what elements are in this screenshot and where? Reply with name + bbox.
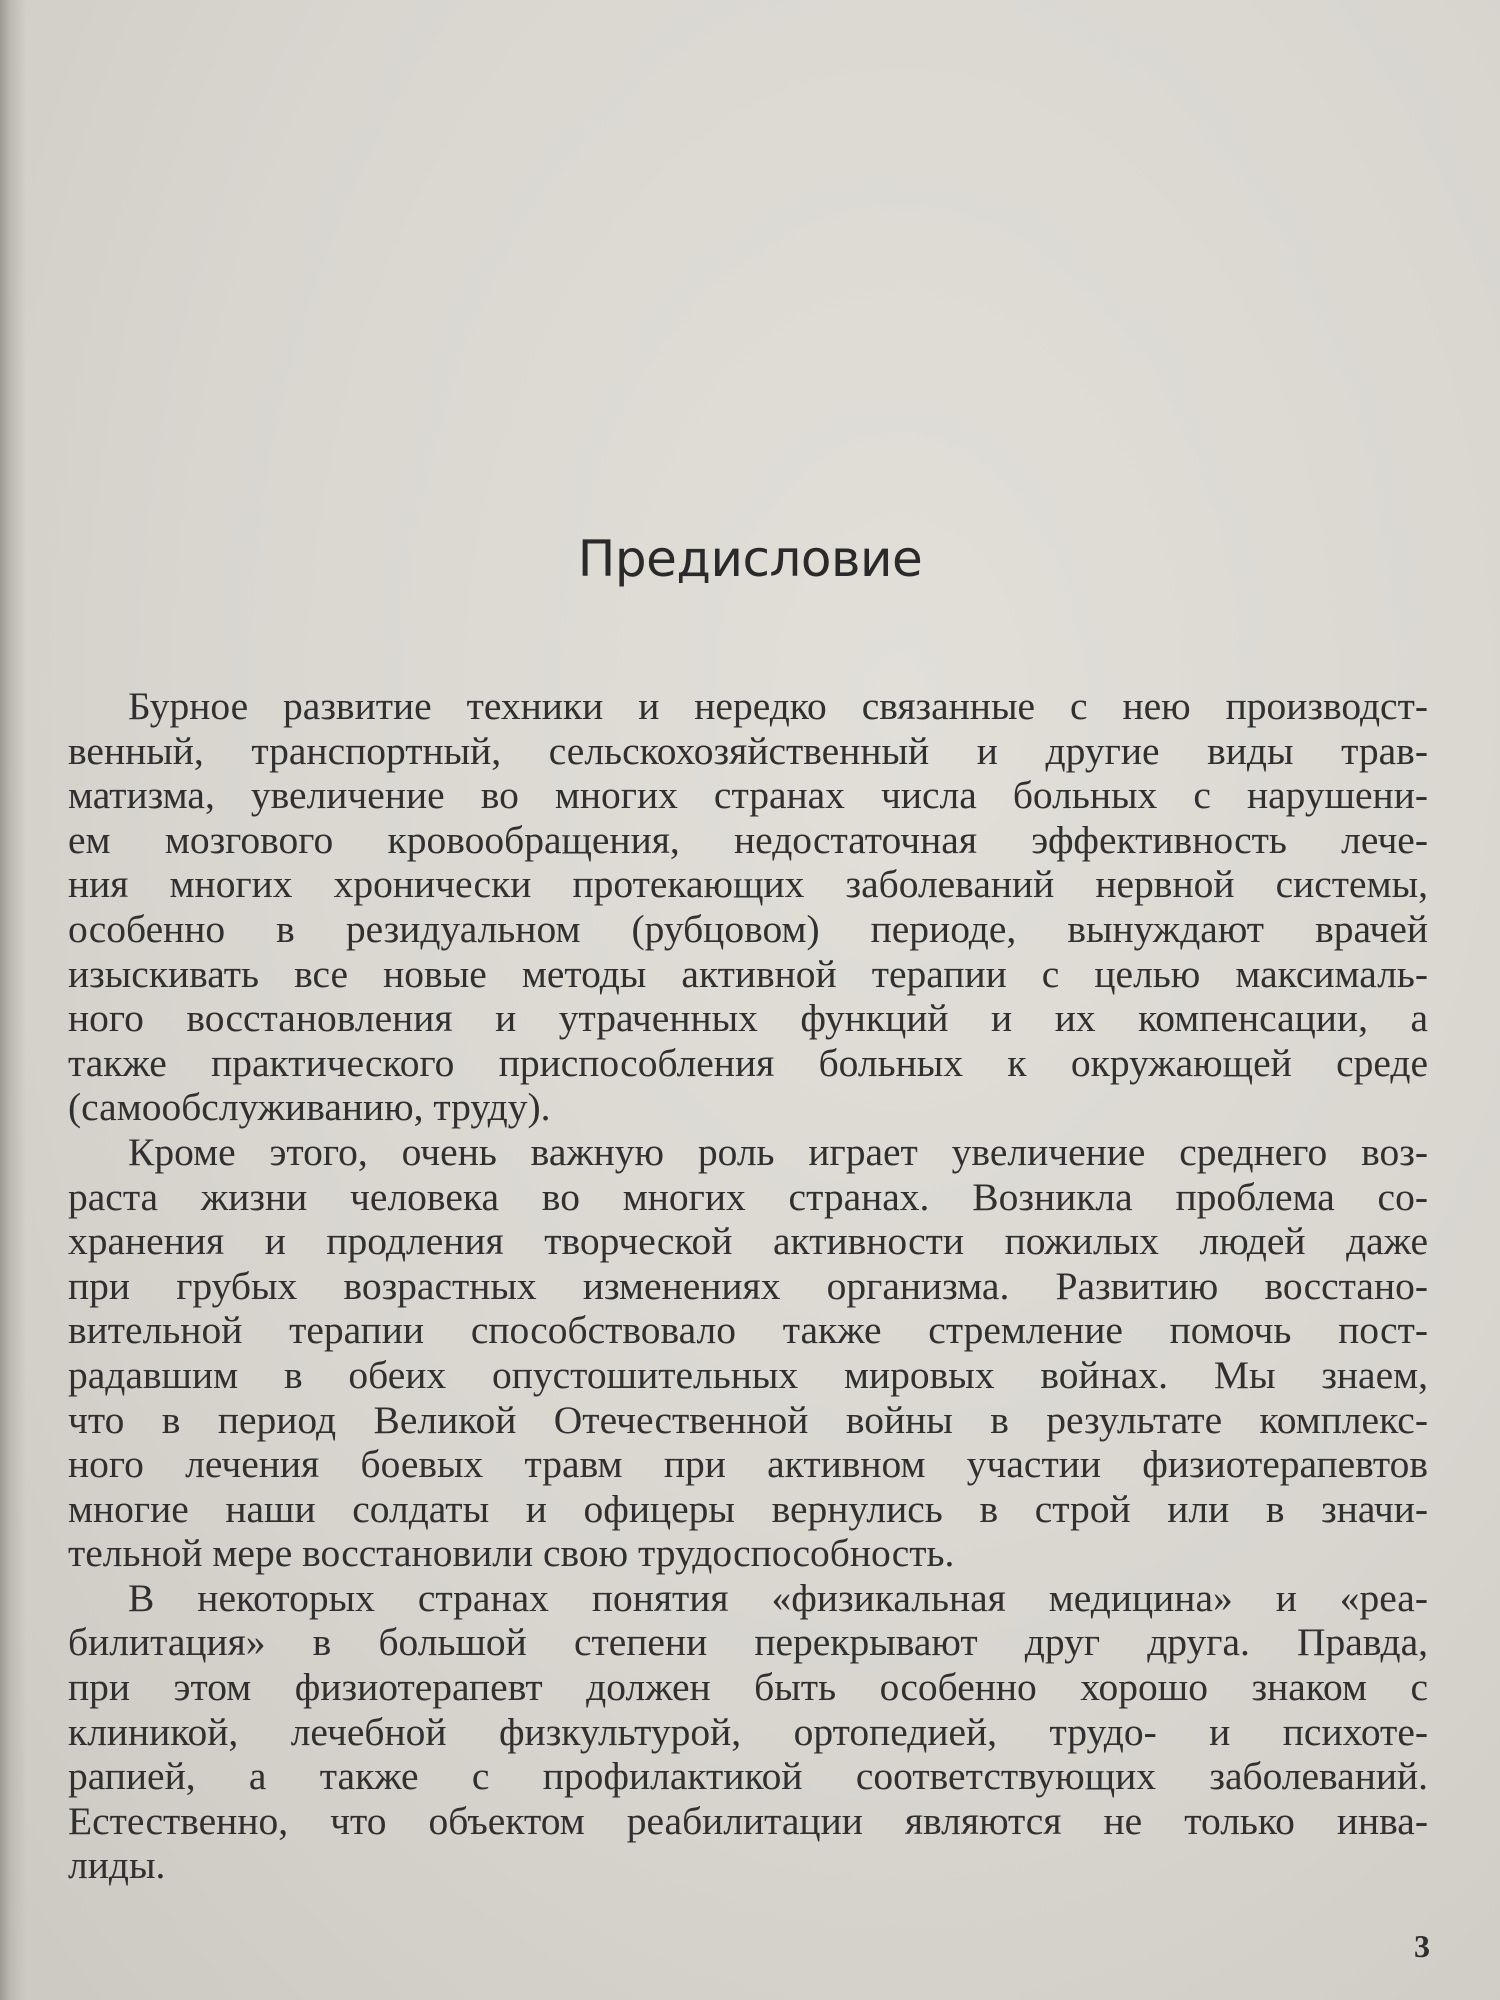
text-line: хранения и продления творческой активности пожилых людей даже: [68, 1219, 1428, 1264]
page-title: Предисловие: [577, 530, 923, 588]
text-line: билитация» в большой степени перекрывают друг друга. Правда,: [68, 1620, 1428, 1665]
text-line: Естественно, что объектом реабилитации являются не только инва-: [68, 1798, 1428, 1843]
text-line: особенно в резидуальном (рубцовом) периоде, вынуждают врачей: [68, 906, 1428, 951]
text-line: также практического приспособления больных к окружающей среде: [68, 1040, 1428, 1085]
text-line: рапией, а также с профилактикой соответствующих заболеваний.: [68, 1754, 1428, 1799]
paragraph-3: [68, 1576, 1428, 1888]
page-number: 3: [1414, 1928, 1430, 1964]
text-line: Бурное развитие техники и нередко связанные с нею производст-: [128, 684, 1428, 728]
text-line: Кроме этого, очень важную роль играет увеличение среднего воз-: [128, 1129, 1428, 1174]
preface-body: [68, 684, 1428, 1888]
text-line: раста жизни человека во многих странах. Возникла проблема со-: [68, 1174, 1428, 1219]
text-line: лиды.: [68, 1843, 166, 1888]
binding-shadow: [0, 0, 26, 2000]
text-line: многие наши солдаты и офицеры вернулись в строй или в значи-: [68, 1486, 1428, 1531]
text-line: ного лечения боевых травм при активном участии физиотерапевтов: [68, 1442, 1428, 1487]
text-line: ного восстановления и утраченных функций и их компенсации, а: [68, 996, 1428, 1041]
text-line: В некоторых странах понятия «физикальная медицина» и «реа-: [128, 1575, 1428, 1620]
text-line: изыскивать все новые методы активной терапии с целью максималь-: [68, 951, 1428, 996]
text-line: матизма, увеличение во многих странах числа больных с нарушени-: [68, 773, 1428, 818]
text-line: (самообслуживанию, труду).: [68, 1085, 551, 1130]
text-line: что в период Великой Отечественной войны в результате комплекс-: [68, 1397, 1428, 1442]
text-line: ем мозгового кровообращения, недостаточная эффективность лече-: [68, 817, 1428, 862]
text-line: при грубых возрастных изменениях организма. Развитию восстано-: [68, 1263, 1428, 1308]
paragraph-2: [68, 1130, 1428, 1576]
text-line: венный, транспортный, сельскохозяйственный и другие виды трав-: [68, 728, 1428, 773]
text-line: тельной мере восстановили свою трудоспособность.: [68, 1531, 955, 1576]
text-line: ния многих хронически протекающих заболеваний нервной системы,: [68, 862, 1428, 907]
text-line: клиникой, лечебной физкультурой, ортопедией, трудо- и психоте-: [68, 1709, 1428, 1754]
paragraph-1: [68, 684, 1428, 1130]
text-line: при этом физиотерапевт должен быть особенно хорошо знаком с: [68, 1665, 1428, 1710]
text-line: вительной терапии способствовало также стремление помочь пост-: [68, 1308, 1428, 1353]
text-line: радавшим в обеих опустошительных мировых войнах. Мы знаем,: [68, 1352, 1428, 1397]
